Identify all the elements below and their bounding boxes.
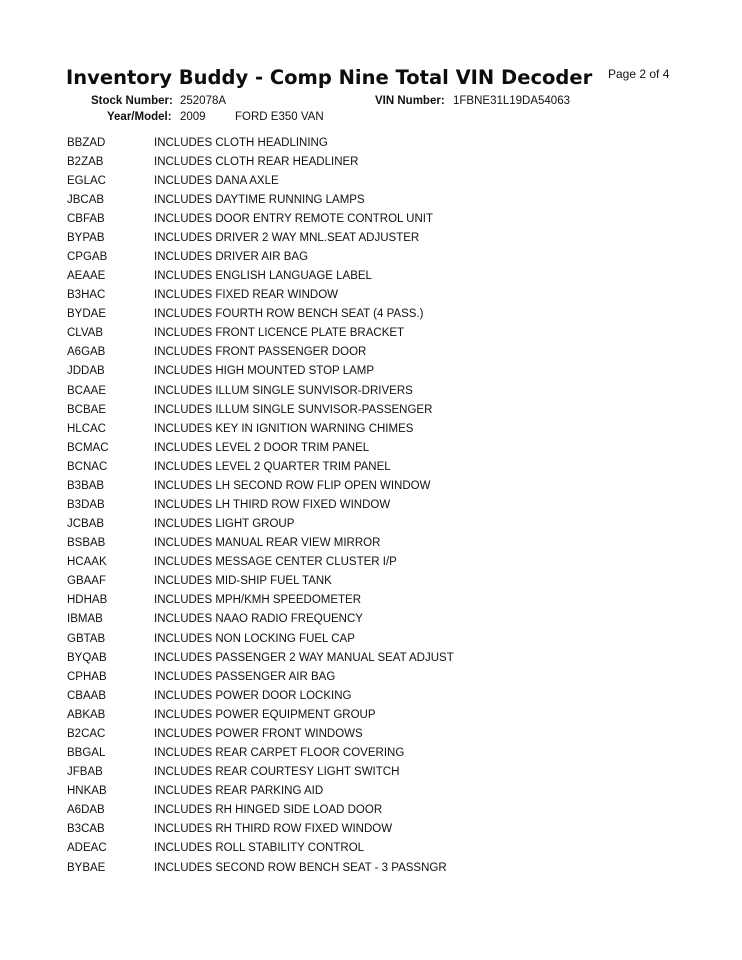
option-description: INCLUDES MPH/KMH SPEEDOMETER xyxy=(154,594,362,607)
option-description: INCLUDES MID-SHIP FUEL TANK xyxy=(154,575,332,588)
option-description: INCLUDES LH SECOND ROW FLIP OPEN WINDOW xyxy=(154,479,431,492)
option-description: INCLUDES RH THIRD ROW FIXED WINDOW xyxy=(154,823,393,836)
option-code: JBCAB xyxy=(67,193,105,206)
list-item xyxy=(67,152,454,171)
option-description: INCLUDES CLOTH HEADLINING xyxy=(154,136,328,149)
option-code: JCBAB xyxy=(67,518,105,531)
list-item xyxy=(67,171,454,190)
option-code: GBAAF xyxy=(67,575,106,588)
list-item xyxy=(67,629,454,648)
list-item xyxy=(67,858,454,877)
vin-number-label: VIN Number: xyxy=(375,95,445,107)
option-code: BYDAE xyxy=(67,308,106,321)
list-item xyxy=(67,190,454,209)
list-item xyxy=(67,381,454,400)
option-description: INCLUDES ILLUM SINGLE SUNVISOR-DRIVERS xyxy=(154,384,413,397)
option-description: INCLUDES POWER EQUIPMENT GROUP xyxy=(154,708,376,721)
list-item xyxy=(67,286,454,305)
option-code: BCAAE xyxy=(67,384,106,397)
option-description: INCLUDES LEVEL 2 QUARTER TRIM PANEL xyxy=(154,460,391,473)
option-code: BBZAD xyxy=(67,136,106,149)
option-description: INCLUDES POWER DOOR LOCKING xyxy=(154,689,352,702)
list-item xyxy=(67,324,454,343)
list-item xyxy=(67,515,454,534)
option-code: BBGAL xyxy=(67,747,106,760)
option-description: INCLUDES POWER FRONT WINDOWS xyxy=(154,727,363,740)
list-item xyxy=(67,648,454,667)
option-description: INCLUDES DANA AXLE xyxy=(154,174,279,187)
option-code: JFBAB xyxy=(67,766,103,779)
option-description: INCLUDES MESSAGE CENTER CLUSTER I/P xyxy=(154,556,397,569)
option-description: INCLUDES PASSENGER AIR BAG xyxy=(154,670,336,683)
option-code: A6DAB xyxy=(67,804,105,817)
list-item xyxy=(67,343,454,362)
option-description: INCLUDES LH THIRD ROW FIXED WINDOW xyxy=(154,499,391,512)
list-item xyxy=(67,209,454,228)
page-number: Page 2 of 4 xyxy=(608,67,670,81)
option-code: ADEAC xyxy=(67,842,107,855)
option-description: INCLUDES ROLL STABILITY CONTROL xyxy=(154,842,365,855)
option-code: B3CAB xyxy=(67,823,105,836)
stock-number-label: Stock Number: xyxy=(91,95,173,107)
year-model-label: Year/Model: xyxy=(107,111,172,123)
vin-number-value: 1FBNE31L19DA54063 xyxy=(453,95,570,107)
option-code: CLVAB xyxy=(67,327,104,340)
option-code: B3DAB xyxy=(67,499,105,512)
option-code: BCMAC xyxy=(67,441,109,454)
model-value: FORD E350 VAN xyxy=(235,111,324,123)
list-item xyxy=(67,476,454,495)
list-item xyxy=(67,362,454,381)
option-description: INCLUDES DRIVER 2 WAY MNL.SEAT ADJUSTER xyxy=(154,231,420,244)
list-item xyxy=(67,457,454,476)
list-item xyxy=(67,839,454,858)
list-item xyxy=(67,705,454,724)
stock-number-value: 252078A xyxy=(180,95,227,107)
list-item xyxy=(67,591,454,610)
option-description: INCLUDES CLOTH REAR HEADLINER xyxy=(154,155,359,168)
option-description: INCLUDES REAR COURTESY LIGHT SWITCH xyxy=(154,766,400,779)
option-description: INCLUDES LEVEL 2 DOOR TRIM PANEL xyxy=(154,441,370,454)
option-code: BSBAB xyxy=(67,537,106,550)
list-item xyxy=(67,400,454,419)
option-description: INCLUDES FOURTH ROW BENCH SEAT (4 PASS.) xyxy=(154,308,424,321)
option-description: INCLUDES DAYTIME RUNNING LAMPS xyxy=(154,193,365,206)
option-description: INCLUDES RH HINGED SIDE LOAD DOOR xyxy=(154,804,383,817)
option-code: AEAAE xyxy=(67,270,106,283)
list-item xyxy=(67,419,454,438)
option-code: A6GAB xyxy=(67,346,106,359)
option-description: INCLUDES MANUAL REAR VIEW MIRROR xyxy=(154,537,381,550)
list-item xyxy=(67,572,454,591)
option-description: INCLUDES FRONT PASSENGER DOOR xyxy=(154,346,367,359)
document-title: Inventory Buddy - Comp Nine Total VIN Decoder xyxy=(66,66,593,89)
option-description: INCLUDES DOOR ENTRY REMOTE CONTROL UNIT xyxy=(154,212,434,225)
option-description: INCLUDES FIXED REAR WINDOW xyxy=(154,289,339,302)
list-item xyxy=(67,686,454,705)
option-code: JDDAB xyxy=(67,365,105,378)
list-item xyxy=(67,667,454,686)
option-description: INCLUDES REAR CARPET FLOOR COVERING xyxy=(154,747,405,760)
list-item xyxy=(67,820,454,839)
option-description: INCLUDES HIGH MOUNTED STOP LAMP xyxy=(154,365,375,378)
option-description: INCLUDES NON LOCKING FUEL CAP xyxy=(154,632,355,645)
list-item xyxy=(67,724,454,743)
option-code: HDHAB xyxy=(67,594,108,607)
list-item xyxy=(67,782,454,801)
option-code: B2ZAB xyxy=(67,155,104,168)
option-code: B3BAB xyxy=(67,479,105,492)
list-item xyxy=(67,534,454,553)
list-item xyxy=(67,744,454,763)
option-code: BCNAC xyxy=(67,460,108,473)
option-code: HNKAB xyxy=(67,785,107,798)
option-description: INCLUDES REAR PARKING AID xyxy=(154,785,324,798)
option-code: BYPAB xyxy=(67,231,105,244)
option-code: GBTAB xyxy=(67,632,106,645)
list-item xyxy=(67,133,454,152)
option-code: CPGAB xyxy=(67,251,108,263)
year-value: 2009 xyxy=(180,111,206,123)
list-item xyxy=(67,763,454,782)
option-code: IBMAB xyxy=(67,613,103,626)
option-code: ABKAB xyxy=(67,708,106,721)
list-item xyxy=(67,801,454,820)
option-description: INCLUDES KEY IN IGNITION WARNING CHIMES xyxy=(154,422,414,435)
option-code: CPHAB xyxy=(67,670,107,683)
option-code: HCAAK xyxy=(67,556,107,569)
list-item xyxy=(67,305,454,324)
option-code: CBFAB xyxy=(67,212,105,225)
option-code: EGLAC xyxy=(67,174,106,187)
option-description: INCLUDES ILLUM SINGLE SUNVISOR-PASSENGER xyxy=(154,403,433,416)
option-description: INCLUDES NAAO RADIO FREQUENCY xyxy=(154,613,363,626)
list-item xyxy=(67,247,454,266)
option-code: BYBAE xyxy=(67,861,106,874)
option-code: BCBAE xyxy=(67,403,106,416)
option-code: CBAAB xyxy=(67,689,106,702)
list-item xyxy=(67,610,454,629)
option-code: BYQAB xyxy=(67,651,107,664)
option-description: INCLUDES FRONT LICENCE PLATE BRACKET xyxy=(154,327,405,340)
option-code-list xyxy=(67,133,454,877)
option-description: INCLUDES DRIVER AIR BAG xyxy=(154,251,309,263)
option-description: INCLUDES PASSENGER 2 WAY MANUAL SEAT ADJUST xyxy=(154,651,454,664)
option-code: B2CAC xyxy=(67,727,106,740)
option-description: INCLUDES ENGLISH LANGUAGE LABEL xyxy=(154,270,372,283)
list-item xyxy=(67,267,454,286)
list-item xyxy=(67,438,454,457)
option-description: INCLUDES LIGHT GROUP xyxy=(154,518,295,531)
list-item xyxy=(67,495,454,514)
option-description: INCLUDES SECOND ROW BENCH SEAT - 3 PASSNGR xyxy=(154,861,447,874)
list-item xyxy=(67,228,454,247)
option-code: B3HAC xyxy=(67,289,106,302)
option-code: HLCAC xyxy=(67,422,106,435)
list-item xyxy=(67,553,454,572)
